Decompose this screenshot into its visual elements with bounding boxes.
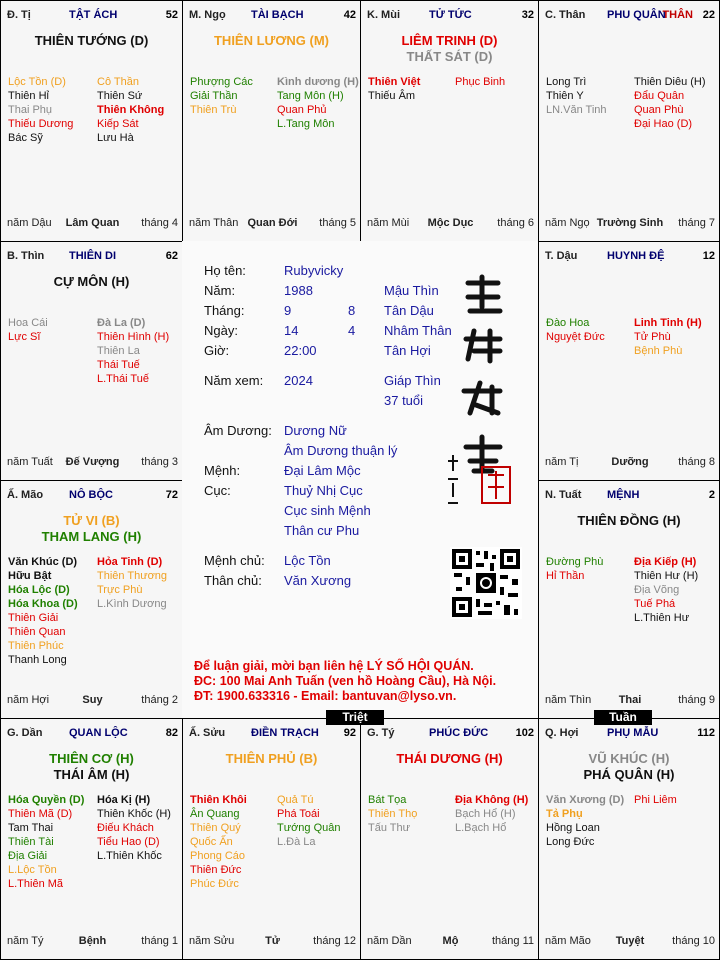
minor-star: Thiên Không (97, 104, 165, 116)
minor-star: Hóa Lộc (D) (8, 584, 70, 596)
palace-age: 22 (702, 9, 715, 21)
palace-year: năm Sửu (189, 935, 235, 947)
palace-year: năm Thìn (545, 694, 592, 706)
minor-star: Tử Phù (634, 331, 671, 343)
palace-mao (0, 480, 183, 719)
main-star: THIÊN TƯỚNG (D) (34, 33, 149, 48)
minor-star: Đường Phù (546, 556, 604, 568)
minor-stars-right (634, 316, 702, 358)
palace-age: 52 (165, 9, 178, 21)
palace-name: QUAN LỘC (69, 727, 128, 739)
value-menh-chu: Lộc Tồn (284, 553, 331, 568)
minor-star: Văn Xương (D) (546, 794, 625, 806)
minor-star: Thiếu Dương (8, 118, 74, 130)
minor-star: Bát Tọa (368, 794, 407, 806)
palace-position: T. Dậu (545, 250, 578, 262)
minor-stars-left (546, 793, 624, 849)
contact-block (194, 659, 496, 704)
palace-header (545, 727, 715, 741)
minor-star: Thiên Khôi (190, 794, 247, 806)
main-star: CỰ MÔN (H) (53, 274, 130, 289)
palace-year: năm Mùi (367, 217, 410, 229)
minor-star: Tuế Phá (634, 598, 676, 610)
value-gio-canchi: Tân Hợi (384, 343, 431, 358)
label-ho-ten: Họ tên: (204, 263, 246, 278)
palace-header (545, 489, 715, 503)
value-than-chu: Văn Xương (284, 573, 352, 588)
palace-year: năm Dần (367, 935, 412, 947)
minor-star: Thiên Hư (H) (634, 570, 699, 582)
minor-stars-left (190, 75, 253, 117)
palace-stage: Bệnh (78, 935, 107, 947)
minor-star: Đà La (D) (97, 317, 146, 329)
minor-star: Tam Thai (8, 822, 54, 834)
minor-star: Long Trì (546, 76, 587, 88)
minor-star: Thiên Trù (190, 104, 237, 116)
palace-month: tháng 3 (141, 456, 178, 468)
palace-ngo (182, 0, 361, 242)
minor-star: Phong Cáo (190, 850, 246, 862)
palace-position: N. Tuất (545, 489, 582, 501)
minor-star: Bạch Hổ (H) (455, 808, 516, 820)
palace-year: năm Tị (545, 456, 579, 468)
palace-tuat (538, 480, 720, 719)
minor-stars-left (190, 793, 247, 891)
minor-star: L.Bạch Hổ (455, 822, 507, 834)
palace-header (7, 250, 178, 264)
minor-star: Quả Tú (277, 794, 314, 806)
minor-star: Hỏa Tinh (D) (97, 556, 163, 568)
palace-footer (7, 217, 178, 231)
minor-star: Kình dương (H) (277, 76, 359, 88)
minor-star: Hóa Kị (H) (97, 794, 151, 806)
minor-star: Bác Sỹ (8, 132, 43, 144)
value-ho-ten: Rubyvicky (284, 263, 344, 278)
minor-star: Phục Binh (455, 76, 506, 88)
palace-age: 62 (165, 250, 178, 262)
palace-name: MỆNH (607, 489, 640, 501)
palace-footer (545, 935, 715, 949)
minor-star: Thiên Thương (97, 570, 168, 582)
palace-footer (367, 217, 534, 231)
minor-stars-left (368, 75, 420, 103)
minor-star: Hỉ Thần (546, 570, 585, 582)
minor-star: Tấu Thư (368, 822, 411, 834)
palace-month: tháng 6 (497, 217, 534, 229)
value-thang-am: 8 (348, 303, 356, 318)
minor-star: Đại Hao (D) (634, 118, 693, 130)
minor-star: Kiếp Sát (97, 118, 139, 130)
palace-stage: Quan Đới (247, 217, 298, 229)
label-gio: Giờ: (204, 343, 230, 358)
palace-month: tháng 5 (319, 217, 356, 229)
value-ngay: 14 (284, 323, 299, 338)
main-star: THÁI ÂM (H) (53, 767, 130, 782)
palace-footer (7, 694, 178, 708)
minor-star: Giải Thần (190, 90, 238, 102)
minor-star: Thiên Việt (368, 76, 421, 88)
main-star: THÁI DƯƠNG (H) (396, 751, 503, 766)
minor-star: Trực Phù (97, 584, 143, 596)
minor-star: Thiên Khốc (H) (97, 808, 171, 820)
palace-month: tháng 8 (678, 456, 715, 468)
minor-star: Hóa Khoa (D) (8, 598, 78, 610)
minor-star: Hồng Loan (546, 822, 600, 834)
palace-year: năm Tý (7, 935, 44, 947)
calligraphy-logo (444, 271, 528, 521)
label-nam: Năm: (204, 283, 236, 298)
minor-stars-left (546, 555, 603, 583)
minor-star: LN.Văn Tinh (546, 104, 607, 116)
palace-mui (360, 0, 539, 242)
palace-stage: Lâm Quan (65, 217, 120, 229)
minor-star: Thiên Y (546, 90, 584, 102)
main-star: TỬ VI (B) (63, 513, 120, 528)
minor-star: Thiên Tài (8, 836, 54, 848)
minor-star: Tả Phụ (546, 808, 583, 820)
palace-month: tháng 9 (678, 694, 715, 706)
palace-month: tháng 12 (313, 935, 356, 947)
palace-header (545, 9, 715, 23)
palace-header (7, 727, 178, 741)
minor-star: Lưu Hà (97, 132, 134, 144)
palace-position: B. Thìn (7, 250, 45, 262)
minor-stars-right (277, 75, 359, 131)
minor-star: Quốc Ấn (190, 836, 233, 848)
palace-stage: Đế Vượng (65, 456, 120, 468)
minor-star: Lực Sĩ (8, 331, 41, 343)
palace-name: TỬ TỨC (429, 9, 472, 21)
minor-star: L.Lộc Tồn (8, 864, 57, 876)
palace-stage: Tuyệt (615, 935, 645, 947)
palace-footer (189, 935, 356, 949)
palace-year: năm Mão (545, 935, 591, 947)
minor-stars-left (8, 316, 48, 344)
palace-header (189, 727, 356, 741)
palace-position: Ấ. Sửu (189, 727, 226, 739)
palace-name: HUYNH ĐỆ (607, 250, 665, 262)
palace-stage: Thai (618, 694, 642, 706)
palace-year: năm Dậu (7, 217, 52, 229)
palace-hoi (538, 718, 720, 960)
contact-line-1: Để luận giải, mời bạn liên hệ LÝ SỐ HỘI QUÁN. (194, 659, 474, 673)
palace-year: năm Thân (189, 217, 239, 229)
palace-position: Đ. Tị (7, 9, 31, 21)
palace-header (367, 9, 534, 23)
minor-star: Tang Môn (H) (277, 90, 344, 102)
palace-age: 12 (702, 250, 715, 262)
value-tuoi: 37 tuổi (384, 393, 424, 408)
palace-age: 92 (343, 727, 356, 739)
palace-name: ĐIỀN TRẠCH (251, 727, 319, 739)
palace-footer (189, 217, 356, 231)
minor-star: Địa Không (H) (455, 794, 529, 806)
palace-position: Ấ. Mão (7, 489, 44, 501)
palace-year: năm Ngọ (545, 217, 590, 229)
minor-star: Quan Phù (634, 104, 684, 116)
label-menh-chu: Mệnh chủ: (204, 553, 265, 568)
palace-age: 102 (515, 727, 534, 739)
value-than-cu: Thân cư Phu (284, 523, 360, 538)
main-star: THIÊN LƯƠNG (M) (213, 33, 330, 48)
minor-star: Thiên Quan (8, 626, 66, 638)
minor-star: Thiên Đức (190, 864, 242, 876)
minor-stars-left (8, 555, 78, 667)
label-ngay: Ngày: (204, 323, 238, 338)
minor-star: Thái Tuế (97, 359, 140, 371)
main-star: LIÊM TRINH (D) (401, 33, 498, 48)
palace-footer (545, 217, 715, 231)
minor-stars-right (277, 793, 341, 849)
palace-footer (367, 935, 534, 949)
minor-stars-right (634, 793, 677, 807)
minor-star: Văn Khúc (D) (8, 556, 78, 568)
minor-star: Phượng Các (190, 76, 253, 88)
minor-star: Bệnh Phù (634, 345, 683, 357)
minor-star: Thai Phụ (8, 104, 53, 116)
palace-header (189, 9, 356, 23)
minor-star: Phúc Đức (190, 878, 239, 890)
minor-star: Thiên Hình (H) (97, 331, 170, 343)
minor-stars-left (546, 75, 607, 117)
minor-stars-right (97, 316, 169, 386)
minor-star: Thiên Mã (D) (8, 808, 73, 820)
minor-stars-left (8, 793, 84, 891)
value-thang: 9 (284, 303, 292, 318)
palace-age: 42 (343, 9, 356, 21)
minor-star: Địa Võng (634, 584, 680, 596)
minor-star: Thiên Diêu (H) (634, 76, 706, 88)
minor-star: Hóa Quyền (D) (8, 794, 85, 806)
value-gio: 22:00 (284, 343, 317, 358)
palace-footer (545, 456, 715, 470)
minor-star: Địa Giải (8, 850, 48, 862)
minor-star: Thiên Giải (8, 612, 59, 624)
palace-age: 2 (708, 489, 715, 501)
value-cuc-sinh: Cục sinh Mệnh (284, 503, 371, 518)
palace-thin (0, 241, 183, 481)
palace-month: tháng 11 (491, 935, 534, 947)
palace-position: G. Tý (367, 727, 395, 739)
palace-stage: Dưỡng (611, 456, 649, 468)
minor-star: Lộc Tồn (D) (8, 76, 66, 88)
minor-star: Linh Tinh (H) (634, 317, 702, 329)
minor-star: Thiên Hỉ (8, 90, 49, 102)
palace-header (7, 9, 178, 23)
minor-star: Ân Quang (190, 808, 240, 820)
minor-star: Đào Hoa (546, 317, 590, 329)
minor-stars-left (368, 793, 417, 835)
value-nam-xem: 2024 (284, 373, 313, 388)
center-info-panel (182, 241, 538, 718)
palace-stage: Mộc Dục (427, 217, 474, 229)
label-thang: Tháng: (204, 303, 245, 318)
minor-star: Thiên Quý (190, 822, 241, 834)
minor-star: Hữu Bật (8, 570, 52, 582)
value-menh: Đại Lâm Mộc (284, 463, 361, 478)
contact-line-2: ĐC: 100 Mai Anh Tuấn (ven hồ Hoàng Cầu), Hà Nội. (194, 674, 497, 688)
palace-footer (545, 694, 715, 708)
minor-star: Thanh Long (8, 654, 67, 666)
minor-star: Thiên Thọ (368, 808, 418, 820)
minor-star: Thiếu Âm (368, 90, 416, 102)
palace-suu (182, 718, 361, 960)
value-ngay-am: 4 (348, 323, 356, 338)
minor-stars-right (455, 793, 528, 835)
palace-name: PHỤ MẪU (607, 727, 659, 739)
palace-position: C. Thân (545, 9, 586, 21)
qr-code-icon (450, 547, 522, 619)
minor-star: Thiên La (97, 345, 140, 357)
minor-star: Phi Liêm (634, 794, 677, 806)
minor-star: Tiểu Hao (D) (97, 836, 160, 848)
minor-star: L.Thiên Hư (634, 612, 690, 624)
minor-star: Long Đức (546, 836, 595, 848)
main-star: THẤT SÁT (D) (406, 49, 493, 64)
main-star: THIÊN PHỦ (B) (225, 751, 318, 766)
value-nam: 1988 (284, 283, 313, 298)
minor-star: L.Thiên Mã (8, 878, 64, 890)
value-thang-canchi: Tân Dậu (384, 303, 434, 318)
palace-stage: Mộ (442, 935, 459, 947)
main-star: PHÁ QUÂN (H) (583, 767, 675, 782)
palace-month: tháng 2 (141, 694, 178, 706)
palace-stage: Suy (82, 694, 103, 706)
minor-star: L.Kình Dương (97, 598, 167, 610)
main-star: THAM LANG (H) (41, 529, 142, 544)
triet-tag: Triệt (326, 710, 384, 725)
palace-year: năm Hợi (7, 694, 50, 706)
value-ngay-canchi: Nhâm Thân (384, 323, 452, 338)
minor-star: Tướng Quân (277, 822, 341, 834)
minor-star: Địa Kiếp (H) (634, 556, 697, 568)
main-star: THIÊN ĐỒNG (H) (577, 513, 681, 528)
label-nam-xem: Năm xem: (204, 373, 264, 388)
minor-star: L.Thái Tuế (97, 373, 149, 385)
palace-dan (0, 718, 183, 960)
label-than-chu: Thân chủ: (204, 573, 262, 588)
minor-star: Thiên Sứ (97, 90, 143, 102)
palace-header (7, 489, 178, 503)
palace-header (367, 727, 534, 741)
palace-age: 82 (165, 727, 178, 739)
than-marker: THÂN (662, 9, 693, 21)
palace-age: 72 (165, 489, 178, 501)
palace-age: 32 (521, 9, 534, 21)
palace-year: năm Tuất (7, 456, 53, 468)
minor-stars-right (97, 793, 171, 863)
main-star: THIÊN CƠ (H) (49, 751, 134, 766)
minor-star: Nguyệt Đức (546, 331, 605, 343)
tuan-tag: Tuần (594, 710, 652, 725)
palace-name: THIÊN DI (69, 250, 117, 262)
minor-star: L.Đà La (277, 836, 316, 848)
palace-footer (7, 456, 178, 470)
palace-ti (0, 0, 183, 242)
palace-dau (538, 241, 720, 481)
palace-name: TÀI BẠCH (251, 9, 304, 21)
contact-line-3: ĐT: 1900.633316 - Email: bantuvan@lyso.vn. (194, 689, 457, 703)
palace-stage: Tử (265, 935, 280, 947)
minor-star: Hoa Cái (8, 317, 48, 329)
value-nam-xem-canchi: Giáp Thìn (384, 373, 441, 388)
minor-stars-left (8, 75, 73, 145)
minor-star: Điếu Khách (97, 822, 154, 834)
palace-name: NÔ BỘC (69, 489, 113, 501)
palace-position: M. Ngọ (189, 9, 226, 21)
minor-star: Đẩu Quân (634, 90, 685, 102)
palace-ty (360, 718, 539, 960)
main-star: VŨ KHÚC (H) (588, 751, 670, 766)
palace-position: Q. Hợi (545, 727, 579, 739)
value-am-duong-ly: Âm Dương thuận lý (284, 443, 398, 458)
minor-stars-right (97, 75, 164, 145)
palace-footer (7, 935, 178, 949)
value-nam-canchi: Mậu Thìn (384, 283, 439, 298)
label-am-duong: Âm Dương: (204, 423, 272, 438)
palace-than (538, 0, 720, 242)
minor-star: Quan Phủ (277, 104, 327, 116)
palace-month: tháng 1 (141, 935, 178, 947)
minor-star: Thiên Phúc (8, 640, 64, 652)
minor-stars-right (455, 75, 505, 89)
palace-month: tháng 7 (678, 217, 715, 229)
label-menh: Mệnh: (204, 463, 241, 478)
minor-stars-left (546, 316, 605, 344)
palace-month: tháng 4 (141, 217, 178, 229)
palace-name: PHU QUÂN (607, 9, 666, 21)
minor-star: L.Thiên Khốc (97, 850, 162, 862)
minor-star: L.Tang Môn (277, 118, 335, 130)
minor-star: Phá Toái (277, 808, 320, 820)
palace-month: tháng 10 (672, 935, 715, 947)
value-cuc: Thuỷ Nhị Cục (284, 483, 363, 498)
palace-position: K. Mùi (367, 9, 400, 21)
minor-star: Cô Thần (97, 76, 139, 88)
palace-name: PHÚC ĐỨC (429, 727, 489, 739)
minor-stars-right (634, 75, 706, 131)
minor-stars-right (634, 555, 698, 625)
minor-stars-right (97, 555, 167, 611)
palace-stage: Trường Sinh (596, 217, 664, 229)
label-cuc: Cục: (204, 483, 231, 498)
palace-age: 112 (697, 727, 715, 739)
palace-header (545, 250, 715, 264)
palace-name: TẬT ÁCH (69, 9, 118, 21)
palace-position: G. Dần (7, 727, 43, 739)
value-am-duong: Dương Nữ (284, 423, 347, 438)
